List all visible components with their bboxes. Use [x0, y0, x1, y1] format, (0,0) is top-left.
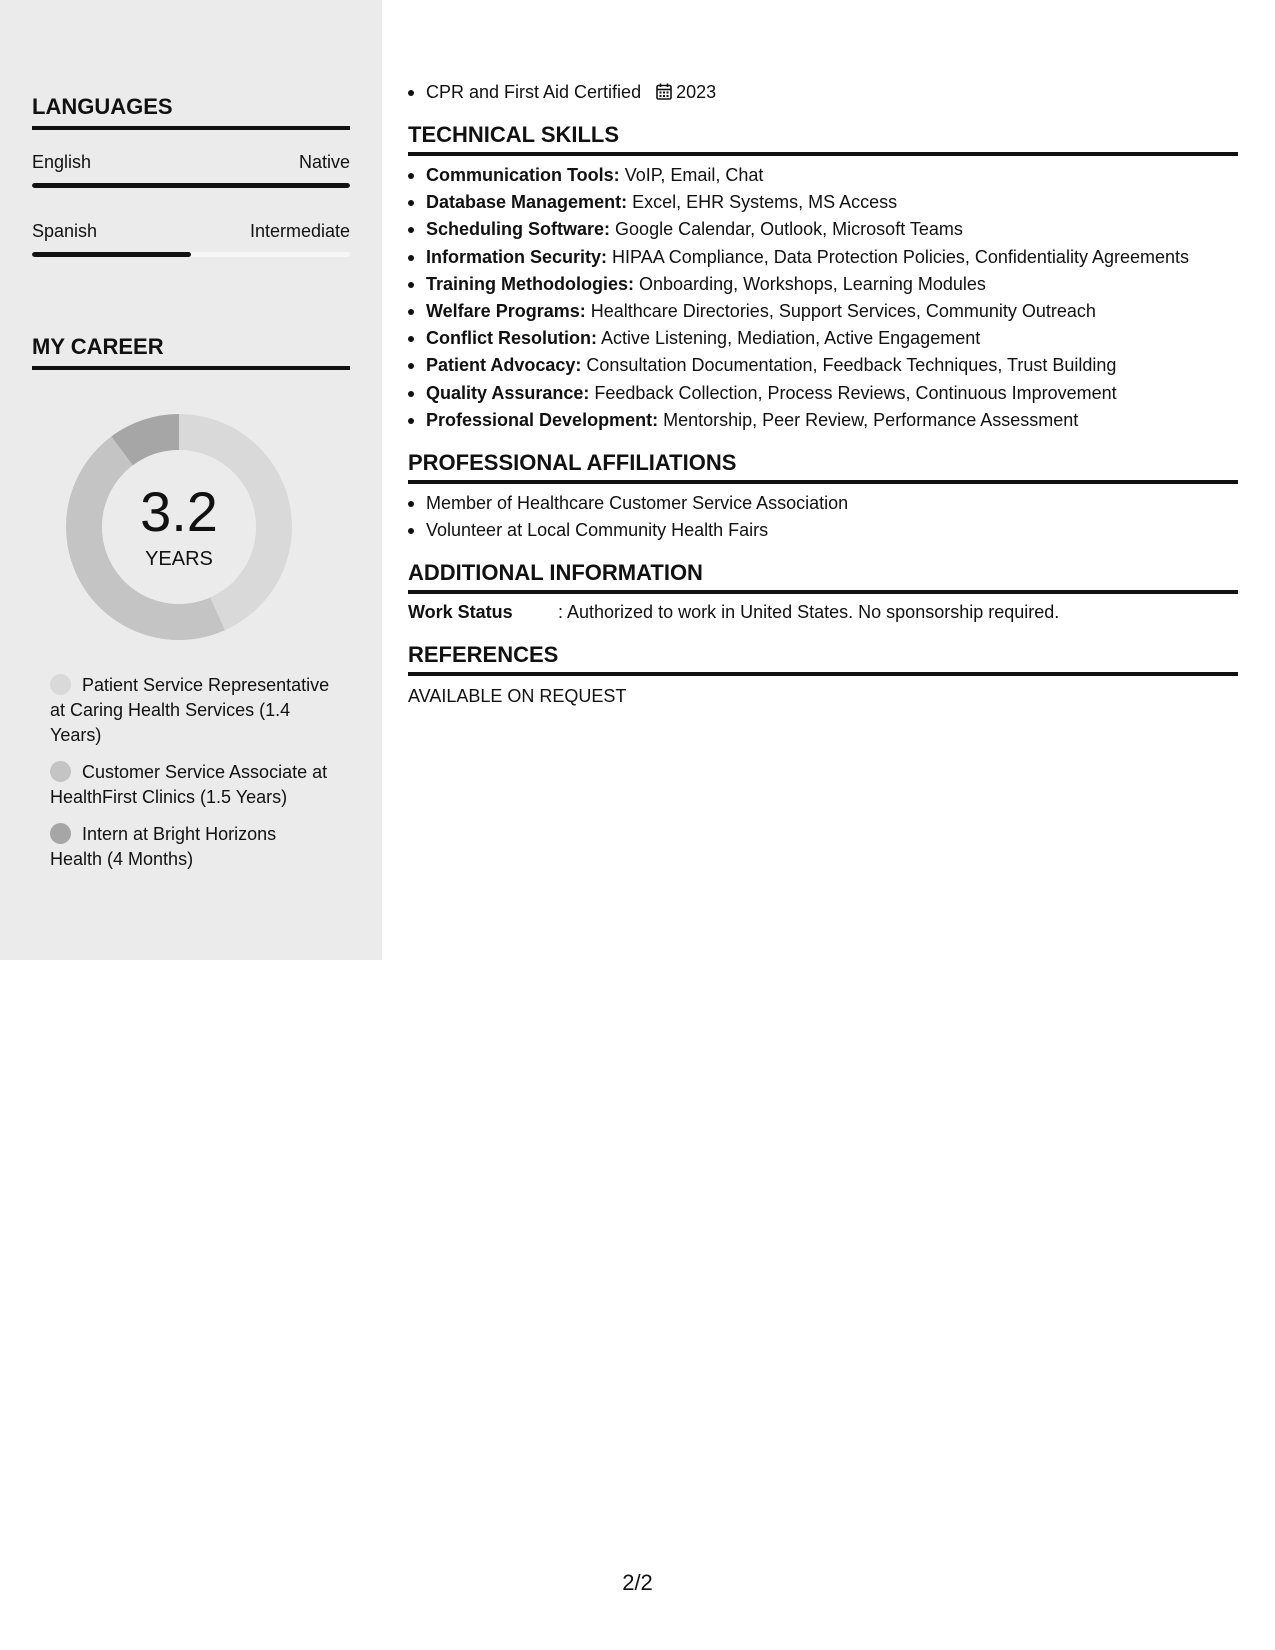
- career-total-unit: YEARS: [145, 548, 213, 570]
- language-bar-fill: [32, 183, 350, 188]
- affiliations-list: [408, 490, 1238, 544]
- legend-label: Customer Service Associate at HealthFirst Clinics (1.5 Years): [50, 762, 328, 807]
- certification-date-wrap: [656, 82, 716, 102]
- legend-dot: [50, 823, 71, 844]
- certification-item: [408, 79, 1238, 106]
- skill-label: Conflict Resolution:: [426, 328, 597, 349]
- skill-value: VoIP, Email, Chat: [624, 165, 764, 185]
- skill-label: Patient Advocacy:: [426, 355, 582, 376]
- skill-item: [408, 244, 1238, 271]
- skill-item: [408, 271, 1238, 298]
- language-level: Native: [298, 152, 350, 172]
- skill-item: [408, 407, 1238, 434]
- skill-label: Welfare Programs:: [426, 301, 586, 322]
- skill-item: [408, 216, 1238, 243]
- language-row-english: [32, 152, 350, 173]
- page-number: 2/2: [622, 1570, 653, 1595]
- skill-value: Active Listening, Mediation, Active Engagement: [601, 328, 981, 349]
- skill-label: Database Management:: [426, 192, 628, 213]
- certification-name: CPR and First Aid Certified: [426, 82, 642, 102]
- skill-label: Professional Development:: [426, 409, 659, 430]
- calendar-icon: [656, 83, 672, 100]
- language-bar-spanish: [32, 252, 350, 257]
- career-heading: MY CAREER: [32, 334, 350, 370]
- language-bar-fill: [32, 252, 191, 257]
- skill-label: Training Methodologies:: [426, 273, 634, 294]
- skill-label: Quality Assurance:: [426, 382, 590, 403]
- affiliation-item: Volunteer at Local Community Health Fairs: [408, 517, 1238, 544]
- references-text: AVAILABLE ON REQUEST: [408, 686, 627, 706]
- language-name: Spanish: [32, 221, 98, 241]
- skill-item: [408, 325, 1238, 352]
- skill-value: Mentorship, Peer Review, Performance Assessment: [663, 409, 1079, 430]
- career-legend-item: [50, 760, 330, 810]
- legend-dot: [50, 761, 71, 782]
- sidebar: [0, 0, 382, 960]
- affiliations-heading: PROFESSIONAL AFFILIATIONS: [408, 450, 1238, 484]
- skill-value: Healthcare Directories, Support Services, Community Outreach: [590, 301, 1096, 322]
- skill-value: Onboarding, Workshops, Learning Modules: [639, 273, 986, 294]
- skill-label: Information Security:: [426, 246, 608, 267]
- skill-item: [408, 380, 1238, 407]
- skill-label: Scheduling Software:: [426, 219, 611, 240]
- legend-label: Patient Service Representative at Caring Health Services (1.4 Years): [50, 675, 330, 745]
- career-legend-item: [50, 822, 330, 872]
- skill-value: Consultation Documentation, Feedback Techniques, Trust Building: [586, 355, 1117, 376]
- work-status-value: : Authorized to work in United States. No sponsorship required.: [558, 602, 1060, 622]
- certification-date: 2023: [676, 82, 717, 102]
- legend-label: Intern at Bright Horizons Health (4 Months): [50, 824, 277, 869]
- language-bar-english: [32, 183, 350, 188]
- career-legend-item: [50, 673, 330, 748]
- references-heading: REFERENCES: [408, 642, 1238, 676]
- legend-dot: [50, 674, 71, 695]
- work-status-row: [408, 602, 1238, 623]
- affiliation-item: Member of Healthcare Customer Service Association: [408, 490, 1238, 517]
- language-name: English: [32, 152, 92, 172]
- additional-info-heading: ADDITIONAL INFORMATION: [408, 560, 1238, 594]
- skill-value: Excel, EHR Systems, MS Access: [632, 192, 898, 213]
- skill-label: Communication Tools:: [426, 165, 620, 185]
- technical-skills-list: [408, 162, 1238, 434]
- skill-item: [408, 162, 1238, 189]
- skill-value: HIPAA Compliance, Data Protection Policies, Confidentiality Agreements: [612, 246, 1189, 267]
- technical-skills-heading: TECHNICAL SKILLS: [408, 122, 1238, 156]
- languages-heading: LANGUAGES: [32, 94, 350, 130]
- skill-item: [408, 298, 1238, 325]
- skill-value: Feedback Collection, Process Reviews, Continuous Improvement: [594, 382, 1117, 403]
- language-level: Intermediate: [249, 221, 350, 241]
- skill-item: [408, 189, 1238, 216]
- certification-list: [408, 79, 1238, 106]
- work-status-label: Work Status: [408, 602, 513, 622]
- career-donut-chart: [66, 414, 292, 640]
- language-row-spanish: [32, 221, 350, 242]
- career-donut-center: [66, 414, 292, 640]
- skill-item: [408, 352, 1238, 379]
- skill-value: Google Calendar, Outlook, Microsoft Teams: [615, 219, 963, 240]
- career-total-value: 3.2: [140, 480, 218, 543]
